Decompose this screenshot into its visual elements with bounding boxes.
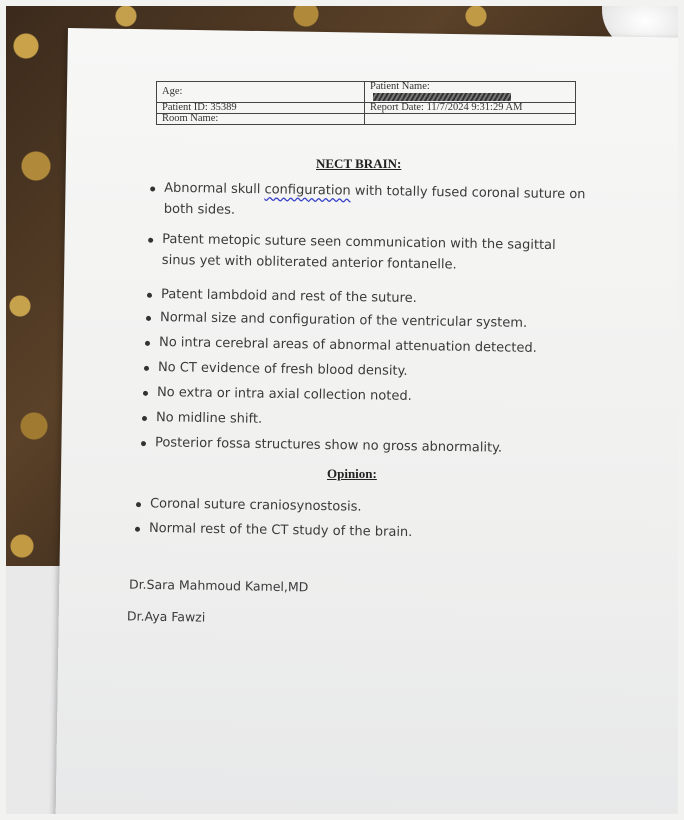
bullet-icon (143, 391, 148, 396)
finding-text: with totally fused coronal suture on (350, 183, 586, 203)
patient-id-cell: Patient ID: 35389 (157, 103, 365, 114)
bullet-icon (141, 441, 146, 446)
finding-text: No intra cerebral areas of abnormal attenuation detected. (158, 335, 537, 356)
signature-doctor-2: Dr.Aya Fawzi (126, 608, 206, 625)
bullet-icon (146, 316, 151, 321)
bullet-icon (150, 186, 155, 191)
finding-item (162, 232, 556, 274)
finding-item (164, 181, 586, 224)
room-name-cell: Room Name: (157, 114, 365, 125)
report-paper (55, 28, 678, 814)
bullet-icon (148, 238, 153, 243)
age-cell: Age: (157, 82, 365, 103)
photo-frame (6, 6, 678, 814)
patient-header-table (156, 81, 576, 125)
report-date-cell: Report Date: 11/7/2024 9:31:29 AM (365, 103, 576, 114)
patient-name-label: Patient Name: (370, 81, 430, 92)
spellcheck-marked-word: configuration (264, 182, 351, 199)
finding-text: No extra or intra axial collection noted. (156, 384, 412, 405)
finding-text: Abnormal skull (164, 180, 265, 198)
finding-continuation: both sides. (163, 201, 236, 218)
report-title: NECT BRAIN: (316, 156, 402, 171)
finding-text: Patent lambdoid and rest of the suture. (160, 286, 417, 307)
finding-text: No midline shift. (155, 410, 263, 427)
finding-continuation: sinus yet with obliterated anterior fontanelle. (161, 252, 457, 273)
finding-item (156, 410, 262, 427)
bullet-icon (142, 416, 147, 421)
redaction-mark (373, 93, 511, 101)
opinion-text: Normal rest of the CT study of the brain. (148, 520, 413, 541)
bullet-icon (145, 341, 150, 346)
bullet-icon (147, 293, 152, 298)
empty-cell (365, 114, 576, 125)
bullet-icon (144, 366, 149, 371)
patient-name-cell (365, 82, 576, 103)
opinion-text: Coronal suture craniosynostosis. (149, 496, 362, 515)
finding-text: No CT evidence of fresh blood density. (157, 360, 408, 379)
bullet-icon (136, 502, 141, 507)
opinion-title: Opinion: (327, 466, 377, 481)
finding-text: Patent metopic suture seen communication with the sagittal (162, 231, 556, 254)
bullet-icon (135, 527, 140, 532)
finding-text: Normal size and configuration of the ventricular system. (159, 310, 528, 331)
signature-doctor-1: Dr.Sara Mahmoud Kamel,MD (128, 576, 309, 595)
finding-text: Posterior fossa structures show no gross abnormality. (154, 435, 503, 456)
